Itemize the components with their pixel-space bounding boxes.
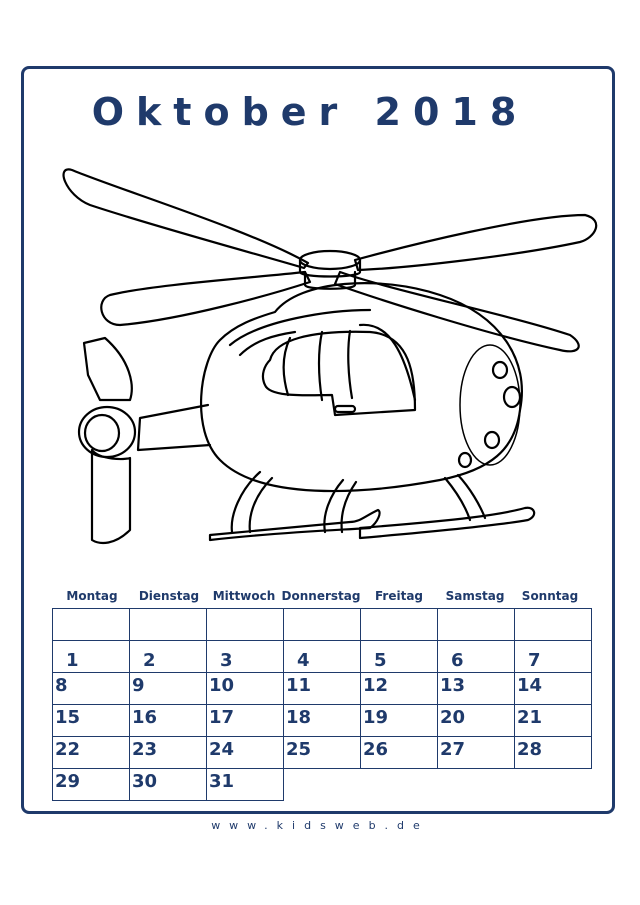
day-number: 16 xyxy=(132,707,158,728)
weekday-monday: Montag xyxy=(66,589,118,603)
helicopter-icon xyxy=(60,160,600,560)
calendar-cell xyxy=(360,608,438,641)
calendar-cell xyxy=(437,608,515,641)
day-number: 2 xyxy=(143,650,156,671)
day-number: 21 xyxy=(517,707,543,728)
calendar-cell xyxy=(52,608,130,641)
day-number: 5 xyxy=(374,650,387,671)
day-number: 20 xyxy=(440,707,466,728)
day-number: 14 xyxy=(517,675,543,696)
weekday-sunday: Sonntag xyxy=(521,589,579,603)
day-number: 9 xyxy=(132,675,145,696)
day-number: 22 xyxy=(55,739,81,760)
day-number: 8 xyxy=(55,675,68,696)
day-number: 27 xyxy=(440,739,466,760)
calendar-cell xyxy=(283,608,361,641)
calendar-cell xyxy=(360,640,438,673)
calendar-cell xyxy=(129,640,207,673)
calendar-cell xyxy=(206,608,284,641)
day-number: 23 xyxy=(132,739,158,760)
weekday-tuesday: Dienstag xyxy=(138,589,200,603)
weekday-wednesday: Mittwoch xyxy=(212,589,276,603)
day-number: 24 xyxy=(209,739,235,760)
calendar-cell xyxy=(206,640,284,673)
day-number: 18 xyxy=(286,707,312,728)
day-number: 1 xyxy=(66,650,79,671)
calendar-cell xyxy=(283,640,361,673)
weekday-friday: Freitag xyxy=(374,589,424,603)
day-number: 17 xyxy=(209,707,235,728)
calendar-cell xyxy=(514,640,592,673)
day-number: 15 xyxy=(55,707,81,728)
calendar-title: Oktober 2018 xyxy=(91,90,529,134)
day-number: 25 xyxy=(286,739,312,760)
day-number: 26 xyxy=(363,739,389,760)
day-number: 30 xyxy=(132,771,158,792)
day-number: 29 xyxy=(55,771,81,792)
day-number: 3 xyxy=(220,650,233,671)
day-number: 7 xyxy=(528,650,541,671)
calendar-cell xyxy=(437,640,515,673)
day-number: 11 xyxy=(286,675,312,696)
day-number: 4 xyxy=(297,650,310,671)
calendar-cell xyxy=(514,608,592,641)
day-number: 10 xyxy=(209,675,235,696)
day-number: 6 xyxy=(451,650,464,671)
calendar-cell xyxy=(52,640,130,673)
day-number: 19 xyxy=(363,707,389,728)
weekday-saturday: Samstag xyxy=(445,589,505,603)
day-number: 28 xyxy=(517,739,543,760)
footer-url: www.kidsweb.de xyxy=(211,819,429,832)
day-number: 12 xyxy=(363,675,389,696)
calendar-cell xyxy=(129,608,207,641)
weekday-thursday: Donnerstag xyxy=(281,589,361,603)
day-number: 13 xyxy=(440,675,466,696)
day-number: 31 xyxy=(209,771,235,792)
